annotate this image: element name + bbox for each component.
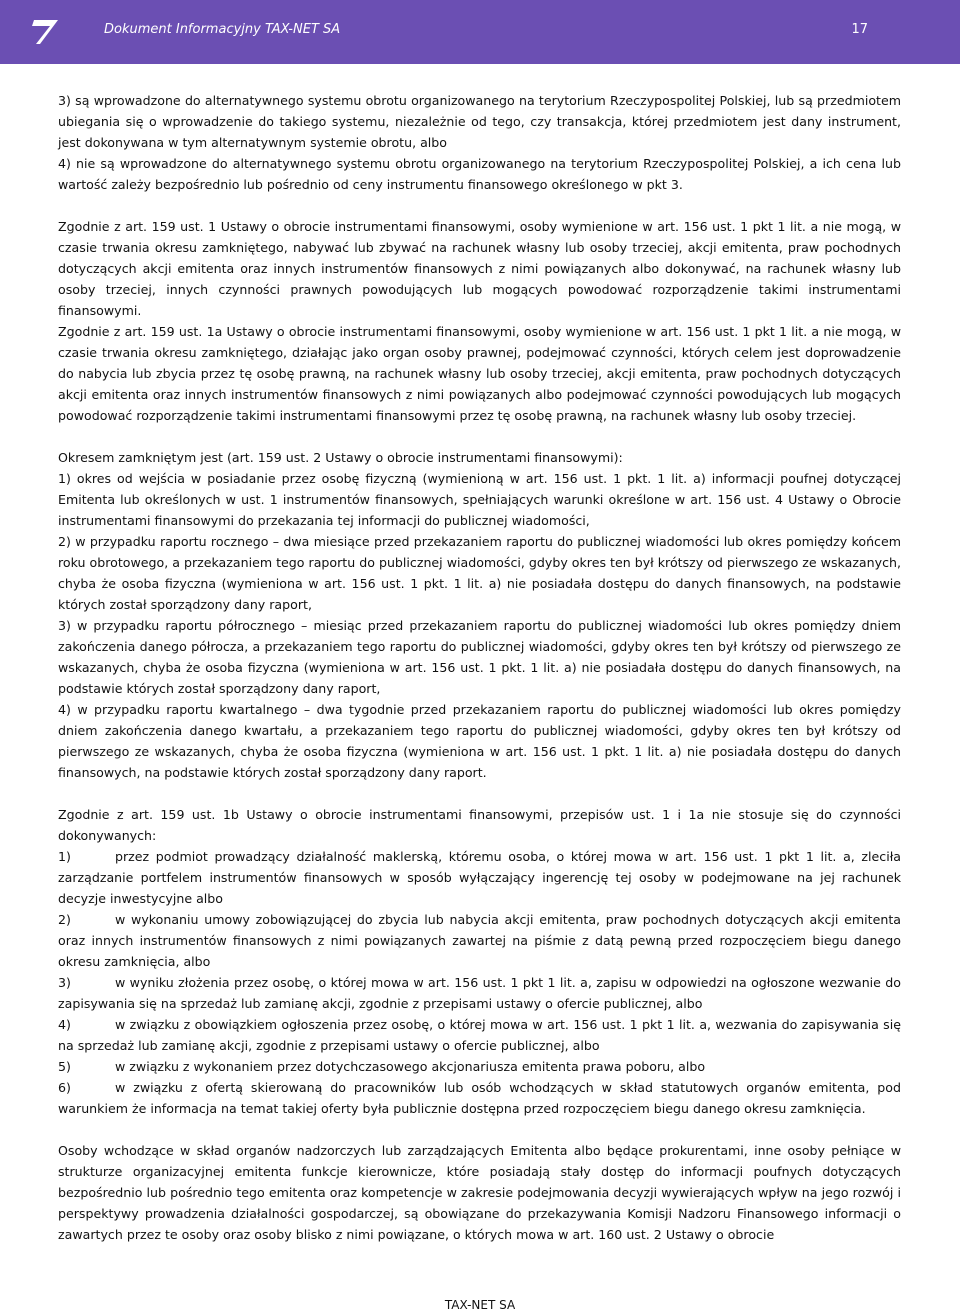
list-item-number: 6)	[58, 1080, 71, 1095]
stylized-arrow-logo-icon	[28, 14, 68, 50]
paragraph: 4) nie są wprowadzone do alternatywnego systemu obrotu organizowanego na terytorium Rzeczypospolitej Polskiej, a ich cena lub wartość zależy bezpośrednio lub pośrednio od ceny instrumentu finansowego określonego w pkt 3.	[58, 156, 901, 192]
list-item	[58, 846, 901, 909]
document-title: Dokument Informacyjny TAX-NET SA	[104, 22, 341, 37]
list-item	[58, 1077, 901, 1119]
paragraph: Okresem zamkniętym jest (art. 159 ust. 2 Ustawy o obrocie instrumentami finansowymi):	[58, 450, 623, 465]
paragraph: Zgodnie z art. 159 ust. 1a Ustawy o obrocie instrumentami finansowymi, osoby wymienione w art. 156 ust. 1 pkt 1 lit. a nie mogą, w czasie trwania okresu zamkniętego, działając jako organ osoby prawnej, podejmować czynności, których celem jest doprowadzenie do nabycia lub zbycia przez tę osobę prawną, na rachunek własny lub osoby trzeciej, akcji emitenta, praw pochodnych dotyczących akcji emitenta oraz innych instrumentów finansowych z nimi powiązanych albo podejmować czynności powodujących lub mogących powodować rozporządzenie takimi instrumentami finansowymi przez tę osobę prawną, na rachunek własny lub osoby trzeciej.	[58, 324, 901, 423]
paragraph: 3) są wprowadzone do alternatywnego systemu obrotu organizowanego na terytorium Rzeczypospolitej Polskiej, lub są przedmiotem ubiegania się o wprowadzenie do takiego systemu, niezależnie od tego, czy transakcja, której przedmiotem jest dany instrument, jest dokonywana w tym alternatywnym systemie obrotu, albo	[58, 93, 901, 150]
list-item-text: w wykonaniu umowy zobowiązującej do zbycia lub nabycia akcji emitenta, praw pochodnych dotyczących akcji emitenta oraz innych instrumentów finansowych z nimi powiązanych zawartej na piśmie z datą pewną przed rozpoczęciem biegu danego okresu zamknięcia, albo	[58, 912, 901, 969]
list-item	[58, 909, 901, 972]
list-item-number: 3)	[58, 975, 71, 990]
list-item	[58, 1056, 901, 1077]
paragraph: Zgodnie z art. 159 ust. 1b Ustawy o obrocie instrumentami finansowymi, przepisów ust. 1 i 1a nie stosuje się do czynności dokonywanych:	[58, 807, 901, 843]
list-item	[58, 1014, 901, 1056]
list-item-number: 1)	[58, 849, 71, 864]
page-number: 17	[851, 22, 868, 37]
page-header	[0, 0, 960, 64]
list-item-text: w związku z ofertą skierowaną do pracowników lub osób wchodzących w skład statutowych organów emitenta, pod warunkiem że informacja na temat takiej oferty była publicznie dostępna przed rozpoczęciem biegu danego okresu zamknięcia.	[58, 1080, 901, 1116]
list-item-text: przez podmiot prowadzący działalność maklerską, któremu osoba, o której mowa w art. 156 ust. 1 pkt 1 lit. a, zleciła zarządzanie portfelem instrumentów finansowych w sposób wyłączający ingerencję tej osoby w podejmowane na jej rachunek decyzje inwestycyjne albo	[58, 849, 901, 906]
document-body	[58, 90, 901, 1245]
page-footer: TAX-NET SA	[444, 1298, 516, 1312]
list-item-text: w wyniku złożenia przez osobę, o której mowa w art. 156 ust. 1 pkt 1 lit. a, zapisu w odpowiedzi na ogłoszone wezwanie do zapisywania się na sprzedaż lub zamianę akcji, zgodnie z przepisami ustawy o ofercie publicznej, albo	[58, 975, 901, 1011]
paragraph: 2) w przypadku raportu rocznego – dwa miesiące przed przekazaniem raportu do publicznej wiadomości lub okres pomiędzy końcem roku obrotowego, a przekazaniem tego raportu do publicznej wiadomości, gdyby okres ten był krótszy od pierwszego ze wskazanych, chyba że osoba fizyczna (wymieniona w art. 156 ust. 1 pkt. 1 lit. a) nie posiadała dostępu do danych finansowych, na podstawie których został sporządzony dany raport,	[58, 534, 901, 612]
paragraph: Zgodnie z art. 159 ust. 1 Ustawy o obrocie instrumentami finansowymi, osoby wymienione w art. 156 ust. 1 pkt 1 lit. a nie mogą, w czasie trwania okresu zamkniętego, nabywać lub zbywać na rachunek własny lub osoby trzeciej, akcji emitenta, praw pochodnych dotyczących akcji emitenta oraz innych instrumentów finansowych z nimi powiązanych albo dokonywać, na rachunek własny lub osoby trzeciej, innych czynności prawnych powodujących lub mogących powodować rozporządzenie takimi instrumentami finansowymi.	[58, 219, 901, 318]
paragraph: 4) w przypadku raportu kwartalnego – dwa tygodnie przed przekazaniem raportu do publicznej wiadomości lub okres pomiędzy dniem zakończenia danego kwartału, a przekazaniem tego raportu do publicznej wiadomości, gdyby okres ten był krótszy od pierwszego ze wskazanych, chyba że osoba fizyczna (wymieniona w art. 156 ust. 1 pkt. 1 lit. a) nie posiadała dostępu do danych finansowych, na podstawie których został sporządzony dany raport.	[58, 702, 901, 780]
paragraph: 1) okres od wejścia w posiadanie przez osobę fizyczną (wymienioną w art. 156 ust. 1 pkt. 1 lit. a) informacji poufnej dotyczącej Emitenta lub określonych w ust. 1 instrumentów finansowych, spełniających warunki określone w art. 156 ust. 4 Ustawy o Obrocie instrumentami finansowymi do przekazania tej informacji do publicznej wiadomości,	[58, 471, 901, 528]
list-item-text: w związku z obowiązkiem ogłoszenia przez osobę, o której mowa w art. 156 ust. 1 pkt 1 lit. a, wezwania do zapisywania się na sprzedaż lub zamianę akcji, zgodnie z przepisami ustawy o ofercie publicznej, albo	[58, 1017, 901, 1053]
list-item-number: 2)	[58, 912, 71, 927]
list-item-text: w związku z wykonaniem przez dotychczasowego akcjonariusza emitenta prawa poboru, albo	[115, 1059, 706, 1074]
list-item	[58, 972, 901, 1014]
list-item-number: 4)	[58, 1017, 71, 1032]
paragraph: 3) w przypadku raportu półrocznego – miesiąc przed przekazaniem raportu do publicznej wiadomości lub okres pomiędzy dniem zakończenia danego półrocza, a przekazaniem tego raportu do publicznej wiadomości, gdyby okres ten był krótszy od pierwszego ze wskazanych, chyba że osoba fizyczna (wymieniona w art. 156 ust. 1 pkt. 1 lit. a) nie posiadała dostępu do danych finansowych, na podstawie których został sporządzony dany raport,	[58, 618, 901, 696]
list-item-number: 5)	[58, 1059, 71, 1074]
paragraph: Osoby wchodzące w skład organów nadzorczych lub zarządzających Emitenta albo będące prokurentami, inne osoby pełniące w strukturze organizacyjnej emitenta funkcje kierownicze, które posiadają stały dostęp do informacji poufnych dotyczących bezpośrednio lub pośrednio tego emitenta oraz kompetencje w zakresie podejmowania decyzji wywierających wpływ na jego rozwój i perspektywy prowadzenia działalności gospodarczej, są obowiązane do przekazywania Komisji Nadzoru Finansowego informacji o zawartych przez te osoby oraz osoby blisko z nimi powiązane, o których mowa w art. 160 ust. 2 Ustawy o obrocie	[58, 1143, 901, 1242]
